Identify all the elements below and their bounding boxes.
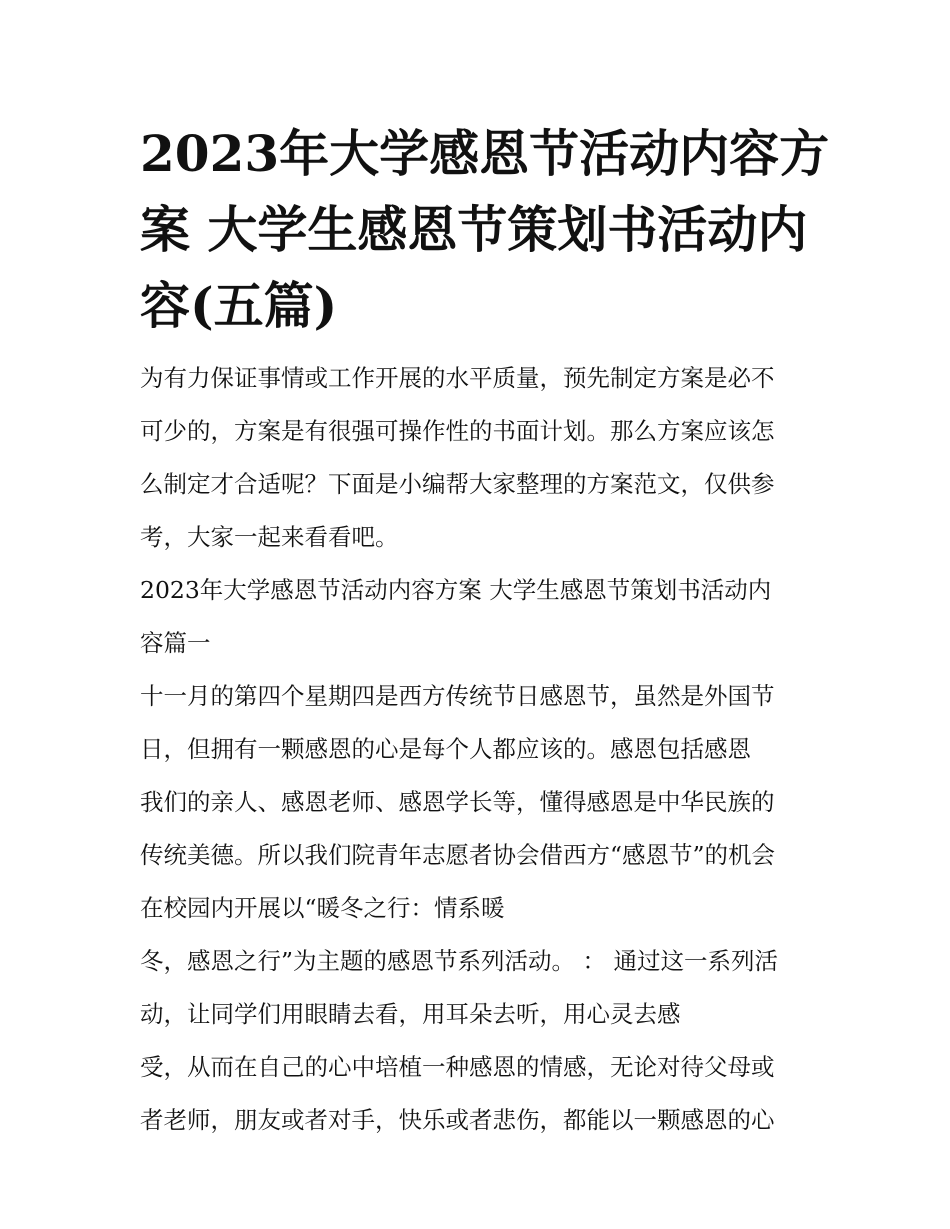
- intro-line: 可少的，方案是有很强可操作性的书面计划。那么方案应该怎: [140, 417, 775, 445]
- paragraph-line: 动，让同学们用眼睛去看，用耳朵去听，用心灵去感: [140, 1000, 681, 1028]
- intro-line: 考，大家一起来看看吧。: [140, 523, 399, 551]
- document-title: [140, 116, 830, 344]
- paragraph-line: 冬，感恩之行”为主题的感恩节系列活动。 ： 通过这一系列活: [140, 947, 778, 975]
- title-line: 2023年大学感恩节活动内容方: [140, 124, 830, 183]
- section-heading-line: 容篇一: [140, 629, 211, 657]
- paragraph-line: 传统美德。所以我们院青年志愿者协会借西方“感恩节”的机会: [140, 841, 776, 869]
- section-heading-line: 2023年大学感恩节活动内容方案 大学生感恩节策划书活动内: [140, 576, 772, 604]
- paragraph-line: 十一月的第四个星期四是西方传统节日感恩节，虽然是外国节: [140, 682, 775, 710]
- title-line: 容(五篇): [140, 276, 338, 335]
- intro-line: 为有力保证事情或工作开展的水平质量，预先制定方案是必不: [140, 364, 775, 392]
- document-body: [140, 358, 830, 1153]
- paragraph-line: 我们的亲人、感恩老师、感恩学长等，懂得感恩是中华民族的: [140, 788, 775, 816]
- paragraph-line: 在校园内开展以“暖冬之行：情系暖: [140, 894, 505, 922]
- paragraph-line: 受，从而在自己的心中培植一种感恩的情感，无论对待父母或: [140, 1053, 775, 1081]
- title-line: 案 大学生感恩节策划书活动内: [140, 200, 808, 259]
- paragraph-line: 者老师，朋友或者对手，快乐或者悲伤，都能以一颗感恩的心: [140, 1106, 775, 1134]
- intro-line: 么制定才合适呢？下面是小编帮大家整理的方案范文，仅供参: [140, 470, 775, 498]
- paragraph-line: 日，但拥有一颗感恩的心是每个人都应该的。感恩包括感恩: [140, 735, 751, 763]
